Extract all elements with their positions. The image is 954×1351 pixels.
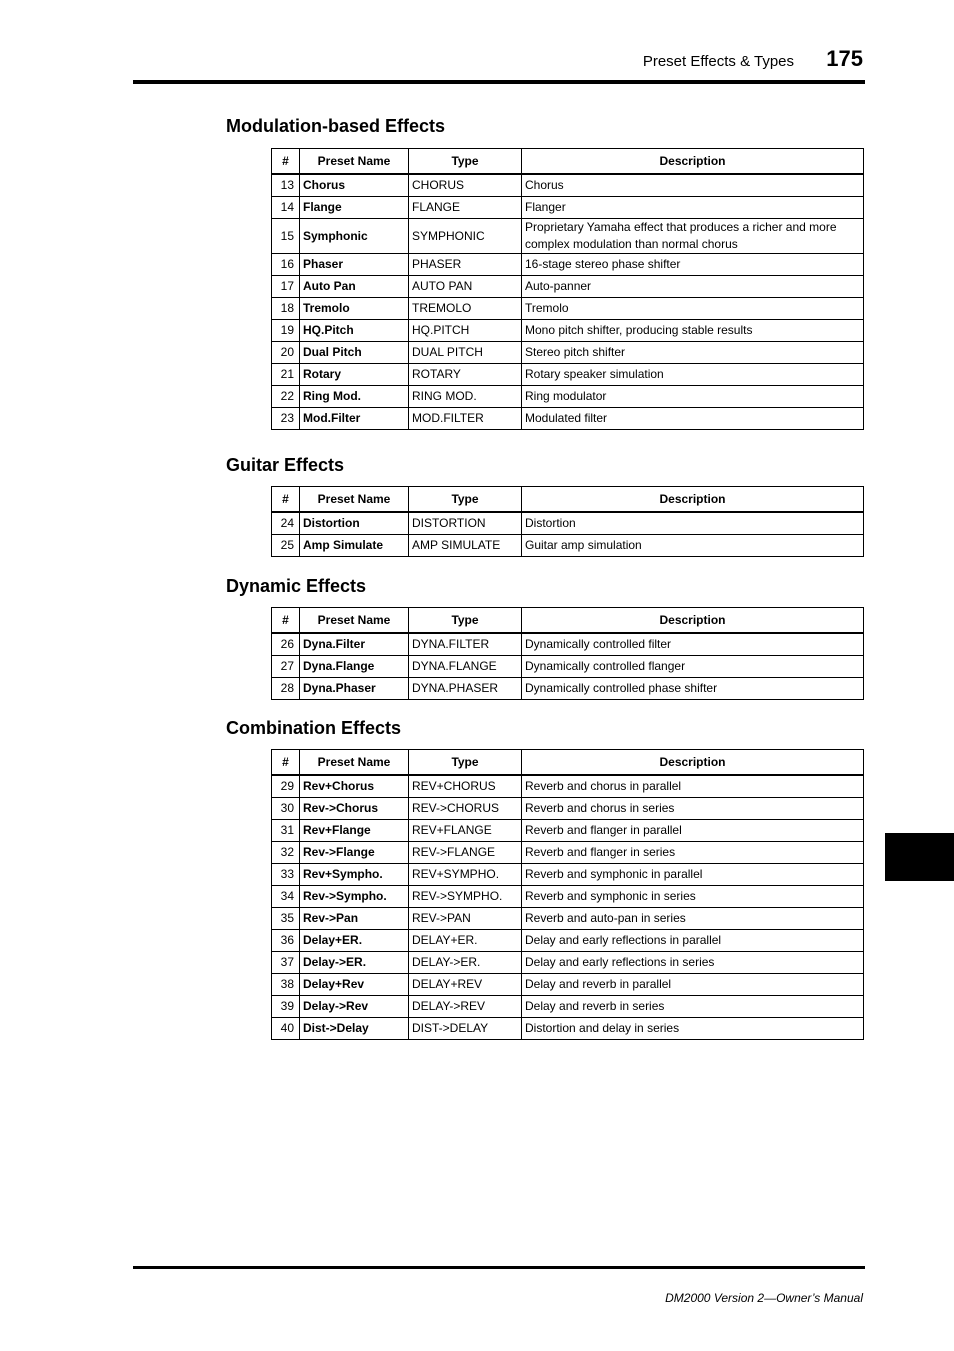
footer-text: DM2000 Version 2—Owner’s Manual (665, 1291, 863, 1305)
column-header-number: # (272, 750, 300, 776)
table-row (272, 342, 864, 364)
table-row (272, 197, 864, 219)
column-header-type: Type (409, 750, 522, 776)
preset-description: Reverb and auto-pan in series (522, 908, 864, 930)
preset-number: 33 (272, 864, 300, 886)
preset-number: 29 (272, 775, 300, 798)
preset-name: Rev+Flange (300, 820, 409, 842)
effects-table (271, 148, 864, 430)
preset-description: Distortion and delay in series (522, 1018, 864, 1040)
section-title: Guitar Effects (226, 455, 345, 475)
column-header-type: Type (409, 608, 522, 634)
preset-number: 19 (272, 320, 300, 342)
column-header-preset-name: Preset Name (300, 149, 409, 175)
preset-description: Reverb and flanger in series (522, 842, 864, 864)
column-header-number: # (272, 487, 300, 513)
preset-number: 21 (272, 364, 300, 386)
preset-number: 35 (272, 908, 300, 930)
effects-table (271, 486, 864, 557)
column-header-type: Type (409, 149, 522, 175)
preset-description: Delay and reverb in series (522, 996, 864, 1018)
preset-description: Reverb and symphonic in series (522, 886, 864, 908)
chapter-tab (885, 833, 954, 881)
table-row (272, 886, 864, 908)
preset-name: Rev->Flange (300, 842, 409, 864)
preset-number: 16 (272, 254, 300, 276)
table-header-row (272, 487, 864, 513)
preset-description: Reverb and symphonic in parallel (522, 864, 864, 886)
preset-number: 13 (272, 174, 300, 197)
preset-type: REV->SYMPHO. (409, 886, 522, 908)
column-header-description: Description (522, 487, 864, 513)
preset-name: Delay+ER. (300, 930, 409, 952)
preset-name: Distortion (300, 512, 409, 535)
preset-name: Dyna.Filter (300, 633, 409, 656)
preset-name: Rotary (300, 364, 409, 386)
preset-description: Delay and early reflections in parallel (522, 930, 864, 952)
preset-number: 18 (272, 298, 300, 320)
preset-number: 23 (272, 408, 300, 430)
column-header-number: # (272, 608, 300, 634)
preset-name: Dyna.Phaser (300, 678, 409, 700)
preset-number: 31 (272, 820, 300, 842)
section-title: Dynamic Effects (226, 576, 367, 596)
preset-description: Mono pitch shifter, producing stable results (522, 320, 864, 342)
preset-number: 14 (272, 197, 300, 219)
preset-name: HQ.Pitch (300, 320, 409, 342)
table-row (272, 633, 864, 656)
preset-name: Dyna.Flange (300, 656, 409, 678)
table-row (272, 535, 864, 557)
preset-type: AMP SIMULATE (409, 535, 522, 557)
preset-type: TREMOLO (409, 298, 522, 320)
preset-name: Flange (300, 197, 409, 219)
column-header-preset-name: Preset Name (300, 487, 409, 513)
preset-name: Ring Mod. (300, 386, 409, 408)
table-row (272, 1018, 864, 1040)
preset-type: CHORUS (409, 174, 522, 197)
preset-type: ROTARY (409, 364, 522, 386)
table-header-row (272, 608, 864, 634)
preset-type: PHASER (409, 254, 522, 276)
preset-name: Symphonic (300, 219, 409, 254)
preset-type: REV->CHORUS (409, 798, 522, 820)
page-number: 175 (826, 46, 863, 71)
preset-description: Auto-panner (522, 276, 864, 298)
preset-number: 25 (272, 535, 300, 557)
preset-name: Rev+Sympho. (300, 864, 409, 886)
preset-name: Rev->Pan (300, 908, 409, 930)
preset-description: Delay and reverb in parallel (522, 974, 864, 996)
preset-name: Amp Simulate (300, 535, 409, 557)
preset-number: 36 (272, 930, 300, 952)
preset-description: Delay and early reflections in series (522, 952, 864, 974)
preset-name: Phaser (300, 254, 409, 276)
column-header-description: Description (522, 149, 864, 175)
preset-number: 40 (272, 1018, 300, 1040)
preset-description: Chorus (522, 174, 864, 197)
effects-table (271, 749, 864, 1040)
table-row (272, 820, 864, 842)
preset-type: REV->PAN (409, 908, 522, 930)
preset-description: 16-stage stereo phase shifter (522, 254, 864, 276)
effects-table (271, 607, 864, 700)
section-title: Modulation-based Effects (226, 116, 446, 136)
preset-number: 28 (272, 678, 300, 700)
table-row (272, 364, 864, 386)
preset-type: REV->FLANGE (409, 842, 522, 864)
table-row (272, 908, 864, 930)
preset-number: 26 (272, 633, 300, 656)
preset-type: HQ.PITCH (409, 320, 522, 342)
table-row (272, 298, 864, 320)
preset-number: 17 (272, 276, 300, 298)
section-title: Combination Effects (226, 718, 402, 738)
preset-type: REV+SYMPHO. (409, 864, 522, 886)
preset-description: Dynamically controlled flanger (522, 656, 864, 678)
preset-type: RING MOD. (409, 386, 522, 408)
table-row (272, 656, 864, 678)
preset-type: REV+FLANGE (409, 820, 522, 842)
table-row (272, 864, 864, 886)
preset-number: 15 (272, 219, 300, 254)
preset-description: Dynamically controlled filter (522, 633, 864, 656)
preset-name: Dist->Delay (300, 1018, 409, 1040)
header-title: Preset Effects & Types (642, 53, 794, 70)
table-row (272, 320, 864, 342)
table-row (272, 174, 864, 197)
table-row (272, 930, 864, 952)
preset-type: MOD.FILTER (409, 408, 522, 430)
table-row (272, 798, 864, 820)
table-header-row (272, 149, 864, 175)
preset-description: Guitar amp simulation (522, 535, 864, 557)
preset-type: SYMPHONIC (409, 219, 522, 254)
preset-description: Reverb and chorus in parallel (522, 775, 864, 798)
preset-description: Proprietary Yamaha effect that produces a richer and more complex modulation than normal chorus (522, 219, 864, 254)
preset-number: 20 (272, 342, 300, 364)
preset-number: 24 (272, 512, 300, 535)
preset-type: DELAY+REV (409, 974, 522, 996)
preset-description: Rotary speaker simulation (522, 364, 864, 386)
preset-description: Modulated filter (522, 408, 864, 430)
table-header-row (272, 750, 864, 776)
preset-type: DUAL PITCH (409, 342, 522, 364)
preset-type: DIST->DELAY (409, 1018, 522, 1040)
preset-name: Chorus (300, 174, 409, 197)
preset-description: Tremolo (522, 298, 864, 320)
preset-name: Auto Pan (300, 276, 409, 298)
preset-name: Mod.Filter (300, 408, 409, 430)
footer-rule (133, 1266, 865, 1269)
preset-name: Rev+Chorus (300, 775, 409, 798)
preset-number: 22 (272, 386, 300, 408)
preset-name: Dual Pitch (300, 342, 409, 364)
preset-type: DELAY->ER. (409, 952, 522, 974)
column-header-description: Description (522, 608, 864, 634)
preset-description: Stereo pitch shifter (522, 342, 864, 364)
table-row (272, 408, 864, 430)
preset-name: Rev->Chorus (300, 798, 409, 820)
preset-number: 39 (272, 996, 300, 1018)
preset-description: Dynamically controlled phase shifter (522, 678, 864, 700)
table-row (272, 512, 864, 535)
preset-number: 37 (272, 952, 300, 974)
preset-type: DYNA.FLANGE (409, 656, 522, 678)
header-rule (133, 80, 865, 84)
preset-type: DELAY->REV (409, 996, 522, 1018)
preset-type: AUTO PAN (409, 276, 522, 298)
preset-description: Flanger (522, 197, 864, 219)
table-row (272, 952, 864, 974)
preset-description: Reverb and chorus in series (522, 798, 864, 820)
preset-name: Delay->ER. (300, 952, 409, 974)
preset-name: Delay->Rev (300, 996, 409, 1018)
column-header-description: Description (522, 750, 864, 776)
table-row (272, 678, 864, 700)
preset-name: Rev->Sympho. (300, 886, 409, 908)
table-row (272, 219, 864, 254)
preset-number: 32 (272, 842, 300, 864)
column-header-number: # (272, 149, 300, 175)
table-row (272, 386, 864, 408)
preset-number: 38 (272, 974, 300, 996)
table-row (272, 775, 864, 798)
preset-type: REV+CHORUS (409, 775, 522, 798)
preset-type: DELAY+ER. (409, 930, 522, 952)
preset-number: 27 (272, 656, 300, 678)
column-header-preset-name: Preset Name (300, 608, 409, 634)
table-row (272, 842, 864, 864)
preset-name: Tremolo (300, 298, 409, 320)
preset-description: Distortion (522, 512, 864, 535)
preset-description: Reverb and flanger in parallel (522, 820, 864, 842)
table-row (272, 276, 864, 298)
preset-number: 30 (272, 798, 300, 820)
table-row (272, 996, 864, 1018)
table-row (272, 254, 864, 276)
preset-type: DYNA.PHASER (409, 678, 522, 700)
column-header-type: Type (409, 487, 522, 513)
preset-type: DYNA.FILTER (409, 633, 522, 656)
preset-number: 34 (272, 886, 300, 908)
preset-type: DISTORTION (409, 512, 522, 535)
preset-description: Ring modulator (522, 386, 864, 408)
column-header-preset-name: Preset Name (300, 750, 409, 776)
table-row (272, 974, 864, 996)
preset-name: Delay+Rev (300, 974, 409, 996)
preset-type: FLANGE (409, 197, 522, 219)
